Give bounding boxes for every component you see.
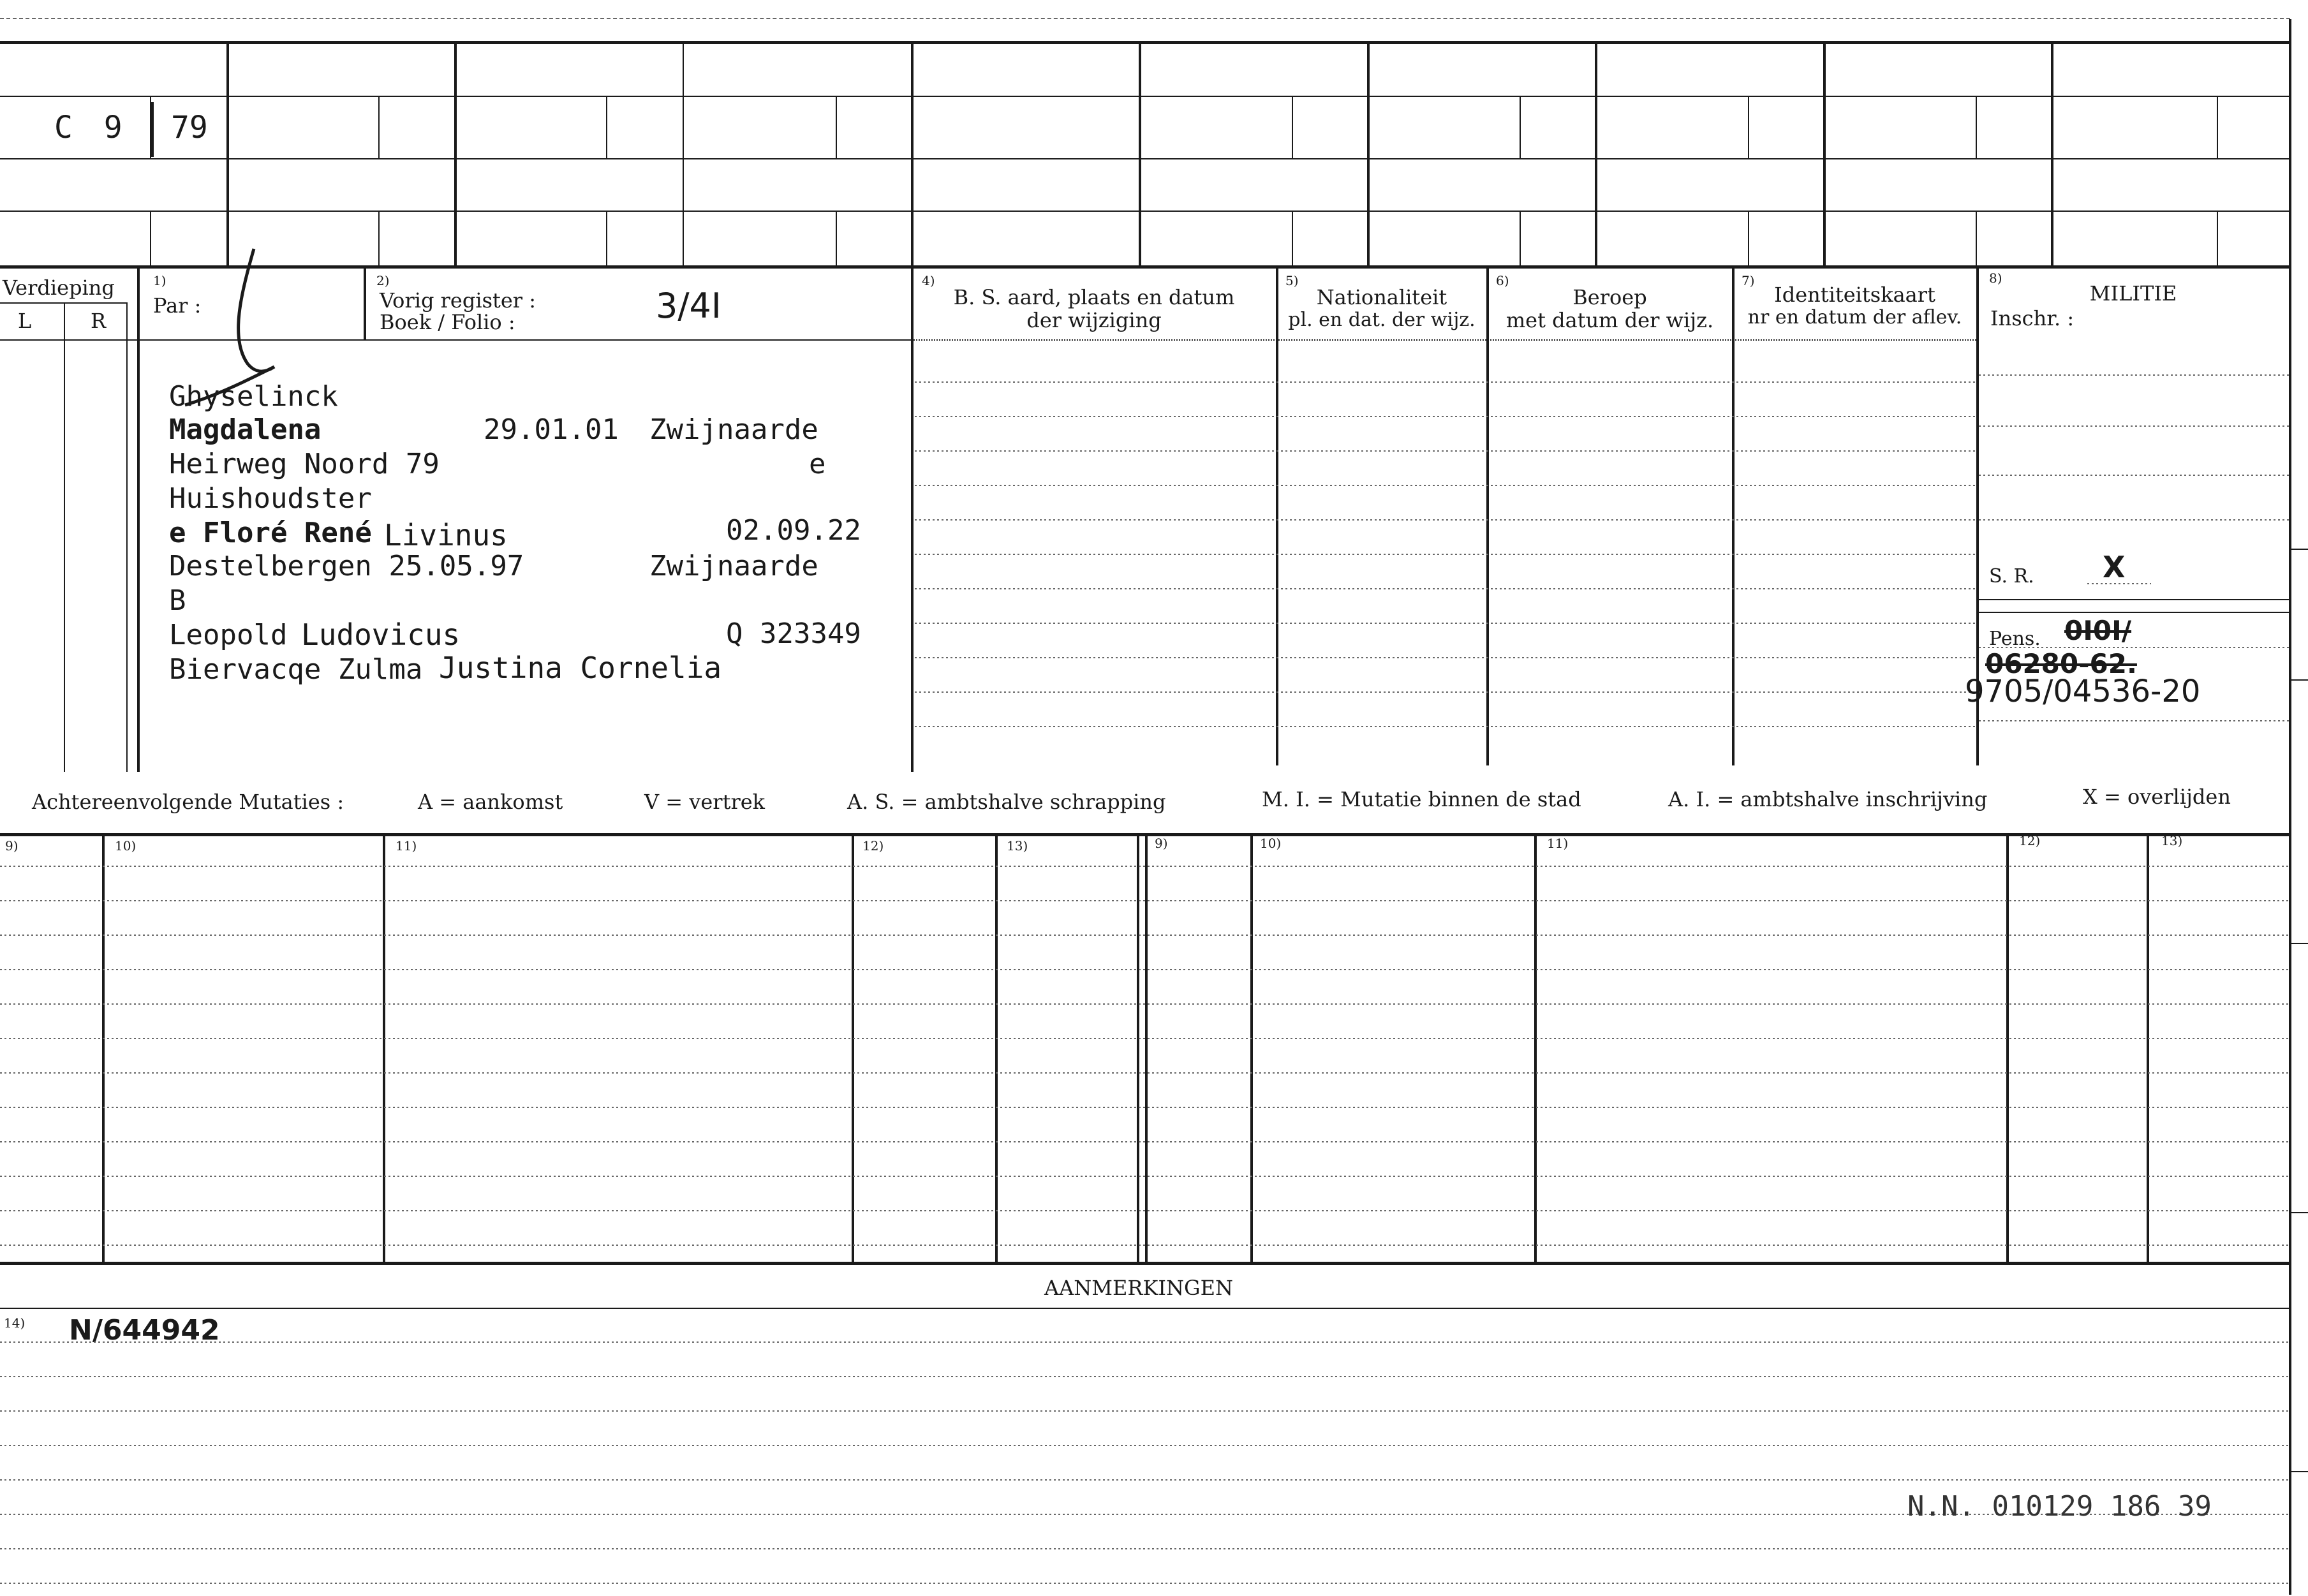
legend-title: Achtereenvolgende Mutaties :: [32, 790, 344, 814]
mother-middle-name: Justina Cornelia: [439, 651, 722, 685]
grid-vline-minor: [150, 211, 151, 265]
edge-tick: [2290, 943, 2308, 944]
col4-header-2: der wijziging: [1026, 308, 1162, 332]
col-vline: [364, 268, 366, 339]
remarks-number: 14): [4, 1315, 26, 1331]
mut-col-label: 13): [1007, 838, 1028, 853]
grid-vline-minor: [836, 96, 837, 158]
col8-number: 8): [1989, 270, 2002, 286]
spouse-name: e Floré René: [169, 517, 372, 549]
top-grid-cell-number: 79: [171, 110, 208, 145]
father-middle-name: Ludovicus: [301, 617, 461, 652]
columns-rule-lines: [915, 348, 1976, 762]
top-grid-cell-code: C 9: [54, 110, 129, 145]
col2-label-1: Vorig register :: [380, 288, 536, 313]
person-given-name: Magdalena: [169, 413, 322, 446]
mutations-bottom-rule: [0, 1262, 2290, 1265]
verdieping-r: R: [91, 309, 107, 333]
col5-number: 5): [1285, 273, 1299, 288]
mut-col-label: 10): [1260, 836, 1282, 851]
grid-vline: [226, 41, 229, 265]
page-right-border: [2289, 19, 2291, 1595]
person-occupation: Huishoudster: [169, 482, 372, 515]
top-grid-cell-divider: [151, 102, 154, 157]
sr-label: S. R.: [1989, 565, 2034, 587]
col1-label: Par :: [153, 293, 202, 318]
grid-vline-minor: [378, 96, 380, 158]
father-name: Leopold: [169, 619, 288, 651]
grid-vline: [454, 41, 457, 265]
col4-number: 4): [922, 273, 935, 288]
person-mark-e: e: [809, 448, 826, 480]
col5-header-1: Nationaliteit: [1316, 285, 1447, 309]
grid-vline-minor: [2217, 211, 2218, 265]
remarks-title: AANMERKINGEN: [1044, 1276, 1233, 1300]
mut-col-label: 11): [396, 838, 417, 853]
col1-number: 1): [153, 273, 166, 288]
grid-vline-minor: [836, 211, 837, 265]
col-vline: [137, 268, 140, 772]
legend-vertrek: V = vertrek: [644, 790, 766, 814]
edge-tick: [2290, 679, 2308, 681]
person-birth-place: Zwijnaarde: [649, 413, 818, 446]
grid-vline: [911, 41, 914, 265]
verdieping-divider: [64, 302, 65, 772]
legend-mutatie: M. I. = Mutatie binnen de stad: [1262, 787, 1581, 811]
grid-vline-minor: [1292, 96, 1293, 158]
spouse-place: Zwijnaarde: [649, 550, 818, 582]
mut-col-label: 10): [115, 838, 137, 853]
remarks-rule-lines: [0, 1310, 2289, 1596]
col-vline: [911, 268, 914, 772]
edge-tick: [2290, 549, 2308, 550]
col6-number: 6): [1496, 273, 1509, 288]
grid-vline-minor: [1520, 96, 1521, 158]
col2-number: 2): [376, 273, 390, 288]
legend-inschrijving: A. I. = ambtshalve inschrijving: [1668, 787, 1988, 811]
grid-vline-minor: [1520, 211, 1521, 265]
grid-vline-minor: [1292, 211, 1293, 265]
edge-tick: [2290, 1471, 2308, 1472]
pens-old-1: 0I0I/: [2064, 615, 2132, 646]
grid-vline-minor: [378, 211, 380, 265]
sr-value: X: [2103, 550, 2126, 584]
mut-col-label: 11): [1547, 836, 1569, 851]
col2-value: 3/4I: [656, 286, 721, 326]
col6-header-1: Beroep: [1572, 285, 1647, 309]
person-code: Q 323349: [726, 617, 861, 650]
grid-top-rule: [0, 41, 2290, 44]
col6-header-2: met datum der wijz.: [1505, 308, 1714, 332]
top-edge-line: [0, 18, 2290, 19]
grid-vline-minor: [1748, 96, 1749, 158]
col7-header-1: Identiteitskaart: [1774, 283, 1935, 307]
mut-col-label: 12): [2019, 833, 2041, 848]
person-mark-b: B: [169, 584, 186, 617]
grid-vline-minor: [2217, 96, 2218, 158]
militie-title: MILITIE: [2089, 281, 2177, 306]
pens-old-2: 06280-62.: [1985, 648, 2137, 679]
militie-inschr: Inschr. :: [1990, 306, 2075, 330]
grid-vline: [683, 41, 684, 265]
spouse-middle-name: Livinus: [384, 518, 508, 552]
pens-new: 9705/04536-20: [1965, 674, 2201, 709]
mother-name: Biervacqe Zulma: [169, 653, 423, 686]
verdieping-title: Verdieping: [3, 276, 115, 300]
grid-vline-minor: [606, 211, 607, 265]
mut-col-label: 9): [1155, 836, 1168, 851]
grid-vline: [1367, 41, 1370, 265]
legend-aankomst: A = aankomst: [418, 790, 563, 814]
grid-vline: [1595, 41, 1597, 265]
grid-row-rule: [0, 96, 2290, 97]
col4-header-1: B. S. aard, plaats en datum: [953, 285, 1235, 309]
grid-vline: [1823, 41, 1826, 265]
edge-tick: [2290, 1212, 2308, 1213]
verdieping-divider: [126, 302, 128, 772]
grid-vline-minor: [1976, 211, 1977, 265]
remarks-value: N/644942: [69, 1314, 220, 1347]
col5-header-2: pl. en dat. der wijz.: [1288, 309, 1476, 331]
col7-number: 7): [1742, 273, 1755, 288]
grid-vline-minor: [1976, 96, 1977, 158]
legend-schrapping: A. S. = ambtshalve schrapping: [847, 790, 1166, 814]
national-number: N.N. 010129 186 39: [1907, 1490, 2212, 1523]
spouse-birth: Destelbergen 25.05.97: [169, 550, 524, 582]
grid-vline-minor: [1748, 211, 1749, 265]
mutations-rule-lines: [0, 836, 2289, 1262]
mut-col-label: 9): [5, 838, 18, 853]
grid-vline: [2051, 41, 2053, 265]
grid-vline: [1139, 41, 1141, 265]
col2-label-2: Boek / Folio :: [380, 310, 515, 334]
pens-label: Pens.: [1989, 628, 2041, 650]
col7-header-2: nr en datum der aflev.: [1747, 306, 1962, 329]
grid-bottom-rule: [0, 265, 2290, 269]
mut-col-label: 12): [862, 838, 884, 853]
person-address: Heirweg Noord 79: [169, 448, 440, 480]
grid-vline-minor: [606, 96, 607, 158]
verdieping-rule: [0, 302, 126, 304]
person-birth-date: 29.01.01: [484, 413, 619, 446]
spouse-date: 02.09.22: [726, 514, 861, 547]
legend-overlijden: X = overlijden: [2083, 785, 2231, 809]
mut-col-label: 13): [2161, 833, 2183, 848]
grid-row-rule: [0, 158, 2290, 159]
verdieping-l: L: [18, 309, 32, 333]
remarks-title-rule: [0, 1308, 2290, 1309]
header-underline-right: [911, 339, 1976, 341]
grid-row-rule: [0, 211, 2290, 212]
person-surname: Ghyselinck: [169, 380, 338, 413]
